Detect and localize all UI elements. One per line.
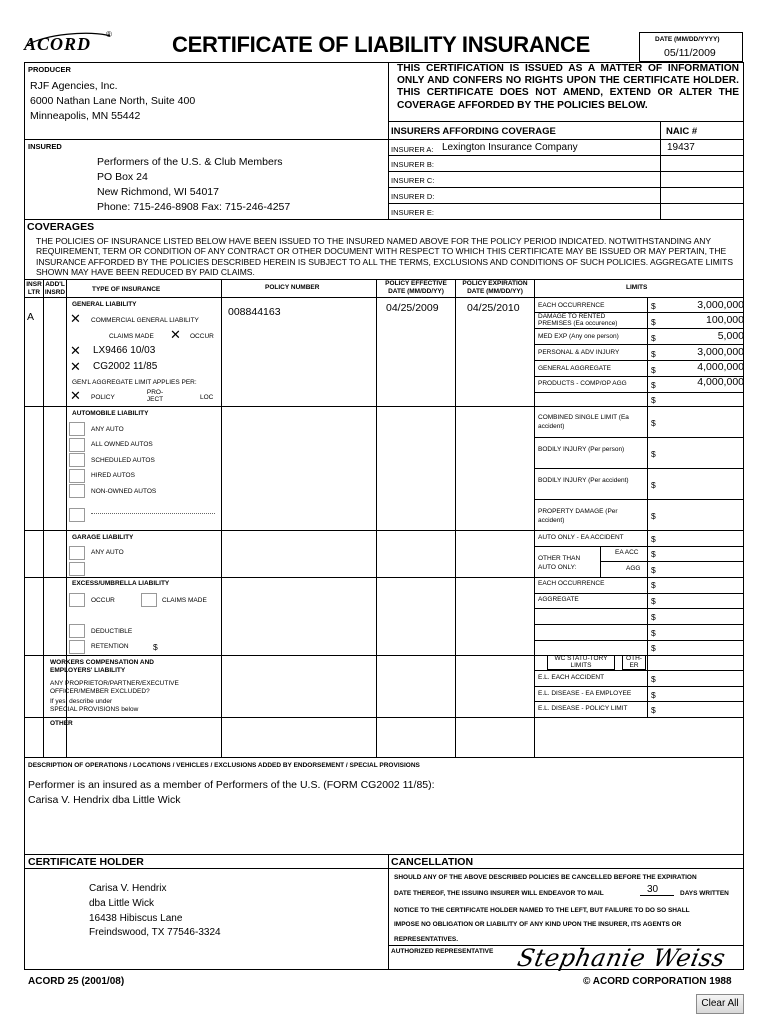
form-number: ACORD 25 (2001/08) bbox=[28, 976, 125, 987]
certificate-holder-label: CERTIFICATE HOLDER bbox=[28, 856, 144, 868]
cancellation-line-4: IMPOSE NO OBLIGATION OR LIABILITY OF ANY KIND UPON THE INSURER, ITS AGENTS OR bbox=[394, 921, 682, 928]
garage-limit-currency-1: $ bbox=[651, 534, 656, 544]
holder-line-1[interactable]: Carisa V. Hendrix bbox=[89, 883, 167, 894]
excess-title: EXCESS/UMBRELLA LIABILITY bbox=[72, 580, 170, 587]
holder-line-2[interactable]: dba Little Wick bbox=[89, 898, 155, 909]
policy-number-header: POLICY NUMBER bbox=[265, 284, 320, 291]
excess-limit-currency-2: $ bbox=[651, 596, 656, 606]
naic-header: NAIC # bbox=[666, 126, 698, 137]
gl-limit-value-5[interactable]: 4,000,000 bbox=[697, 361, 744, 373]
gl-limit-value-3[interactable]: 5,000 bbox=[717, 330, 744, 342]
gl-limit-label-3: MED EXP (Any one person) bbox=[538, 333, 619, 340]
gl-limit-currency-5: $ bbox=[651, 365, 656, 375]
gl-occur-label: OCCUR bbox=[190, 333, 214, 340]
insured-line-4[interactable]: Phone: 715-246-8908 Fax: 715-246-4257 bbox=[97, 201, 291, 213]
acord-logo bbox=[22, 30, 114, 52]
gl-limit-currency-1: $ bbox=[651, 301, 656, 311]
gl-limit-label-5: GENERAL AGGREGATE bbox=[538, 365, 611, 372]
insured-label: INSURED bbox=[28, 142, 62, 151]
description-line-2[interactable]: Carisa V. Hendrix dba Little Wick bbox=[28, 794, 181, 806]
excess-retention-checkbox[interactable] bbox=[69, 640, 85, 654]
gl-limit-label-2: DAMAGE TO RENTED PREMISES (Ea occurence) bbox=[538, 313, 618, 327]
gl-limit-value-4[interactable]: 3,000,000 bbox=[697, 346, 744, 358]
auto-title: AUTOMOBILE LIABILITY bbox=[72, 410, 149, 417]
auto-non-owned-label: NON-OWNED AUTOS bbox=[91, 488, 157, 495]
gl-expiration-date[interactable]: 04/25/2010 bbox=[467, 302, 520, 314]
workers-limit-label-3: E.L. DISEASE - POLICY LIMIT bbox=[538, 705, 628, 712]
excess-deductible-checkbox[interactable] bbox=[69, 624, 85, 638]
cancellation-label: CANCELLATION bbox=[391, 856, 474, 868]
insurer-b-label: INSURER B: bbox=[391, 160, 434, 169]
workers-question: ANY PROPRIETOR/PARTNER/EXECUTIVE OFFICER/MEMBER EXCLUDED? bbox=[50, 680, 179, 695]
auto-scheduled-label: SCHEDULED AUTOS bbox=[91, 457, 155, 464]
auto-limit-label-3: BODILY INJURY (Per accident) bbox=[538, 477, 629, 484]
effective-header: POLICY EFFECTIVE DATE (MM/DD/YY) bbox=[385, 280, 447, 295]
page-title: CERTIFICATE OF LIABILITY INSURANCE bbox=[172, 32, 590, 57]
workers-question-3: SPECIAL PROVISIONS below bbox=[50, 706, 139, 713]
auto-scheduled-checkbox[interactable] bbox=[69, 453, 85, 467]
insr-ltr-header: INSR LTR bbox=[26, 281, 42, 296]
copyright: © ACORD CORPORATION 1988 bbox=[583, 976, 732, 987]
gl-project-label: PRO-JECT bbox=[146, 389, 164, 403]
garage-any-checkbox[interactable] bbox=[69, 546, 85, 560]
excess-limit-currency-5: $ bbox=[651, 643, 656, 653]
insurer-c-label: INSURER C: bbox=[391, 176, 435, 185]
cancellation-line-2b: DAYS WRITTEN bbox=[680, 890, 729, 897]
excess-occur-checkbox[interactable] bbox=[69, 593, 85, 607]
description-line-1[interactable]: Performer is an insured as a member of Performers of the U.S. (FORM CG2002 11/85): bbox=[28, 779, 435, 791]
gl-limit-currency-6: $ bbox=[651, 380, 656, 390]
gl-title: GENERAL LIABILITY bbox=[72, 301, 137, 308]
excess-limit-currency-3: $ bbox=[651, 612, 656, 622]
workers-limit-label-1: E.L. EACH ACCIDENT bbox=[538, 674, 605, 681]
auto-limit-currency-1: $ bbox=[651, 418, 656, 428]
gl-policy-label: POLICY bbox=[91, 394, 115, 401]
workers-limit-currency-3: $ bbox=[651, 705, 656, 715]
excess-retention-label: RETENTION bbox=[91, 643, 129, 650]
holder-line-3[interactable]: 16438 Hibiscus Lane bbox=[89, 913, 183, 924]
gl-extra1-text[interactable]: LX9466 10/03 bbox=[93, 345, 156, 356]
auto-limit-label-2: BODILY INJURY (Per person) bbox=[538, 446, 625, 453]
garage-ea-acc-label: EA ACC bbox=[615, 549, 639, 556]
workers-other-label: OTH-ER bbox=[626, 655, 642, 669]
excess-aggregate-label: AGGREGATE bbox=[538, 596, 579, 603]
insurer-a-label: INSURER A: bbox=[391, 145, 434, 154]
coverages-text: THE POLICIES OF INSURANCE LISTED BELOW HAVE BEEN ISSUED TO THE INSURED NAMED ABOVE FOR THE POLICY PERIOD INDICATED. NOTWITHSTANDING ANY REQUIREMENT, TERM OR CONDITION OF ANY CONTRACT OR OTHER DOCUMENT WITH RESPECT TO WHICH THIS CERTIFICATE MAY BE ISSUED OR MAY PERTAIN, THE INSURANCE AFFORDED BY THE POLICIES DESCRIBED HEREIN IS SUBJECT TO ALL THE TERMS, EXCLUSIONS AND CONDITIONS OF SUCH POLICIES. AGGREGATE LIMITS SHOWN MAY HAVE BEEN REDUCED BY PAID CLAIMS. bbox=[36, 236, 733, 278]
cancellation-line-3: NOTICE TO THE CERTIFICATE HOLDER NAMED TO THE LEFT, BUT FAILURE TO DO SO SHALL bbox=[394, 907, 690, 914]
auto-any-label: ANY AUTO bbox=[91, 426, 124, 433]
auto-all-owned-checkbox[interactable] bbox=[69, 438, 85, 452]
auto-all-owned-label: ALL OWNED AUTOS bbox=[91, 441, 153, 448]
excess-retention-currency: $ bbox=[153, 642, 158, 652]
insured-line-3[interactable]: New Richmond, WI 54017 bbox=[97, 186, 219, 198]
auto-non-owned-checkbox[interactable] bbox=[69, 484, 85, 498]
gl-occur-checkbox[interactable]: ✕ bbox=[170, 327, 181, 342]
gl-limit-label-1: EACH OCCURRENCE bbox=[538, 302, 605, 309]
limits-header: LIMITS bbox=[626, 284, 648, 291]
other-title: OTHER bbox=[50, 720, 73, 727]
garage-limit-currency-3: $ bbox=[651, 565, 656, 575]
gl-limit-value-1[interactable]: 3,000,000 bbox=[697, 299, 744, 311]
gl-limit-label-4: PERSONAL & ADV INJURY bbox=[538, 349, 620, 356]
clear-all-button[interactable]: Clear All bbox=[696, 994, 744, 1014]
workers-title: WORKERS COMPENSATION AND EMPLOYERS' LIABILITY bbox=[50, 659, 154, 674]
garage-any-label: ANY AUTO bbox=[91, 549, 124, 556]
excess-limit-currency-1: $ bbox=[651, 580, 656, 590]
gl-claims-made-label: CLAIMS MADE bbox=[109, 333, 154, 340]
producer-line-1[interactable]: RJF Agencies, Inc. bbox=[30, 80, 118, 92]
excess-claims-made-label: CLAIMS MADE bbox=[162, 597, 207, 604]
insured-line-2[interactable]: PO Box 24 bbox=[97, 171, 148, 183]
holder-line-4[interactable]: Freindswood, TX 77546-3324 bbox=[89, 927, 221, 938]
gl-insurer-letter[interactable]: A bbox=[27, 311, 35, 323]
auto-limit-currency-4: $ bbox=[651, 511, 656, 521]
cancellation-line-5: REPRESENTATIVES. bbox=[394, 936, 459, 943]
producer-label: PRODUCER bbox=[28, 65, 71, 74]
producer-line-3[interactable]: Minneapolis, MN 55442 bbox=[30, 110, 141, 122]
gl-limit-currency-3: $ bbox=[651, 333, 656, 343]
cancellation-line-1: SHOULD ANY OF THE ABOVE DESCRIBED POLICIES BE CANCELLED BEFORE THE EXPIRATION bbox=[394, 874, 697, 881]
garage-limit-currency-2: $ bbox=[651, 549, 656, 559]
gl-policy-checkbox[interactable]: ✕ bbox=[70, 388, 81, 403]
insurer-a-name[interactable]: Lexington Insurance Company bbox=[442, 142, 578, 153]
insurer-a-naic[interactable]: 19437 bbox=[667, 142, 695, 153]
auto-hired-checkbox[interactable] bbox=[69, 469, 85, 483]
expiration-header: POLICY EXPIRATION DATE (MM/DD/YY) bbox=[462, 280, 528, 295]
excess-limit-currency-4: $ bbox=[651, 628, 656, 638]
cancellation-line-2a: DATE THEREOF, THE ISSUING INSURER WILL ENDEAVOR TO MAIL bbox=[394, 890, 604, 897]
gl-commercial-checkbox[interactable]: ✕ bbox=[70, 311, 81, 326]
auto-limit-currency-3: $ bbox=[651, 480, 656, 490]
gl-limit-currency-4: $ bbox=[651, 349, 656, 359]
workers-statutory-label: WC STATU-TORY LIMITS bbox=[554, 655, 608, 669]
auto-limit-label-4: PROPERTY DAMAGE (Per accident) bbox=[538, 508, 618, 524]
gl-extra2-checkbox[interactable]: ✕ bbox=[70, 359, 81, 374]
gl-extra2-text[interactable]: CG2002 11/85 bbox=[93, 361, 158, 372]
auto-any-checkbox[interactable] bbox=[69, 422, 85, 436]
auto-limit-label-1: COMBINED SINGLE LIMIT (Ea accident) bbox=[538, 414, 629, 430]
producer-line-2[interactable]: 6000 Nathan Lane North, Suite 400 bbox=[30, 95, 196, 107]
garage-title: GARAGE LIABILITY bbox=[72, 534, 134, 541]
addl-insrd-header: ADD'L INSRD bbox=[44, 281, 66, 296]
insurers-header: INSURERS AFFORDING COVERAGE bbox=[391, 126, 556, 137]
certificate-notice: THIS CERTIFICATION IS ISSUED AS A MATTER OF INFORMATION ONLY AND CONFERS NO RIGHTS UPON THE CERTIFICATE HOLDER. THIS CERTIFICATE DOES NOT AMEND, EXTEND OR ALTER THE COVERAGE AFFORDED BY THE POLICIES BELOW. bbox=[397, 63, 739, 111]
excess-each-label: EACH OCCURRENCE bbox=[538, 580, 605, 587]
gl-limit-currency-7: $ bbox=[651, 395, 656, 405]
workers-limit-currency-1: $ bbox=[651, 674, 656, 684]
cancellation-days[interactable]: 30 bbox=[647, 884, 659, 895]
gl-aggregate-applies: GEN'L AGGREGATE LIMIT APPLIES PER: bbox=[72, 379, 197, 386]
garage-agg-label: AGG bbox=[626, 565, 641, 572]
insurer-d-label: INSURER D: bbox=[391, 192, 435, 201]
insured-line-1[interactable]: Performers of the U.S. & Club Members bbox=[97, 156, 283, 168]
gl-commercial-label: COMMERCIAL GENERAL LIABILITY bbox=[91, 317, 199, 324]
signature: Stephanie Weiss bbox=[515, 944, 729, 972]
coverages-label: COVERAGES bbox=[27, 221, 95, 233]
date-label: DATE (MM/DD/YYYY) bbox=[655, 36, 720, 43]
registered-mark: ® bbox=[106, 30, 112, 39]
gl-loc-label: LOC bbox=[200, 394, 214, 401]
garage-other-than-label: OTHER THAN AUTO ONLY: bbox=[538, 555, 581, 571]
garage-other-checkbox[interactable] bbox=[69, 562, 85, 576]
description-label: DESCRIPTION OF OPERATIONS / LOCATIONS / VEHICLES / EXCLUSIONS ADDED BY ENDORSEMENT / SPECIAL PROVISIONS bbox=[28, 762, 420, 769]
workers-limit-label-2: E.L. DISEASE - EA EMPLOYEE bbox=[538, 690, 632, 697]
insurer-e-label: INSURER E: bbox=[391, 208, 434, 217]
gl-effective-date[interactable]: 04/25/2009 bbox=[386, 302, 439, 314]
workers-question-2: If yes, describe under bbox=[50, 698, 113, 705]
auto-other-checkbox[interactable] bbox=[69, 508, 85, 522]
garage-auto-only-label: AUTO ONLY - EA ACCIDENT bbox=[538, 534, 624, 541]
authorized-representative-label: AUTHORIZED REPRESENTATIVE bbox=[391, 948, 494, 955]
auto-hired-label: HIRED AUTOS bbox=[91, 472, 135, 479]
gl-limit-currency-2: $ bbox=[651, 317, 656, 327]
gl-extra1-checkbox[interactable]: ✕ bbox=[70, 343, 81, 358]
gl-limit-value-6[interactable]: 4,000,000 bbox=[697, 376, 744, 388]
gl-limit-label-6: PRODUCTS - COMP/OP AGG bbox=[538, 380, 627, 387]
acord-logo-text: ACORD bbox=[24, 34, 92, 54]
excess-deductible-label: DEDUCTIBLE bbox=[91, 628, 133, 635]
excess-claims-made-checkbox[interactable] bbox=[141, 593, 157, 607]
gl-limit-value-2[interactable]: 100,000 bbox=[706, 314, 744, 326]
auto-limit-currency-2: $ bbox=[651, 449, 656, 459]
excess-occur-label: OCCUR bbox=[91, 597, 115, 604]
date-value[interactable]: 05/11/2009 bbox=[664, 47, 716, 59]
type-header: TYPE OF INSURANCE bbox=[92, 286, 161, 293]
gl-policy-number[interactable]: 008844163 bbox=[228, 306, 281, 318]
workers-limit-currency-2: $ bbox=[651, 690, 656, 700]
